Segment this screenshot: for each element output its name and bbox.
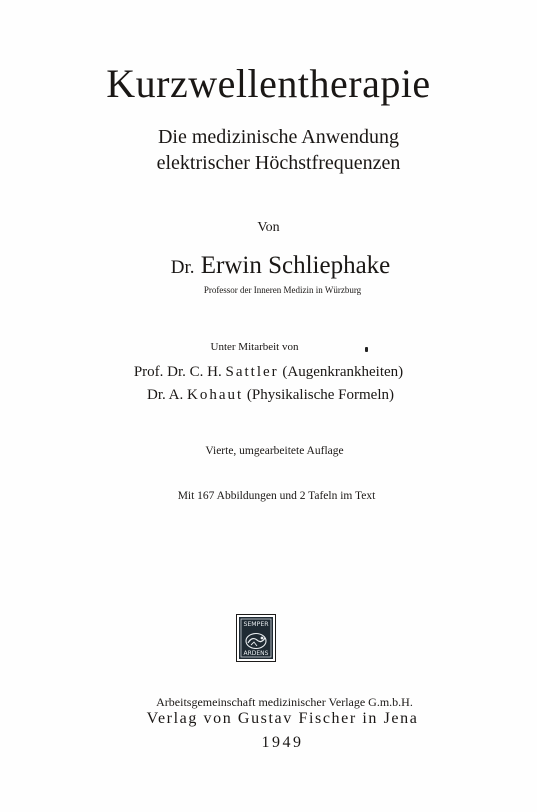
collaboration-label: Unter Mitarbeit von	[210, 341, 299, 353]
subtitle-line-1: Die medizinische Anwendung	[157, 126, 400, 148]
contributor-prefix: Prof. Dr. C. H.	[133, 364, 222, 380]
publication-year: 1949	[261, 734, 304, 751]
logo-text-top: SEMPER	[243, 621, 269, 628]
contributor-prefix: Dr. A.	[146, 387, 184, 403]
figures-note: Mit 167 Abbildungen und 2 Tafeln im Text	[177, 490, 376, 502]
author-prefix: Dr.	[170, 257, 195, 278]
contributor-line	[2, 387, 537, 404]
logo-text-bottom: ARDENS	[243, 650, 269, 657]
author-name: Erwin Schliephake	[200, 252, 391, 279]
subtitle-line-2: elektrischer Höchstfrequenzen	[156, 152, 401, 174]
contributor-surname: Sattler	[225, 364, 279, 380]
contributor-field: (Physikalische Formeln)	[246, 387, 394, 403]
by-label: Von	[257, 220, 280, 235]
contributor-line	[0, 364, 537, 381]
contributor-field: (Augenkrankheiten)	[282, 364, 404, 380]
book-title: Kurzwellentherapie	[106, 61, 431, 106]
author-line	[12, 252, 537, 280]
semper-ardens-printer-mark-icon	[236, 614, 276, 662]
author-affiliation: Professor der Inneren Medizin in Würzburg	[203, 285, 362, 295]
publisher-group: Arbeitsgemeinschaft medizinischer Verlage G.m.b.H.	[156, 695, 413, 709]
edition-note: Vierte, umgearbeitete Auflage	[205, 445, 344, 457]
contributor-surname: Kohaut	[187, 387, 244, 403]
publisher-name: Verlag von Gustav Fischer in Jena	[146, 710, 419, 727]
ink-speck	[365, 347, 368, 352]
